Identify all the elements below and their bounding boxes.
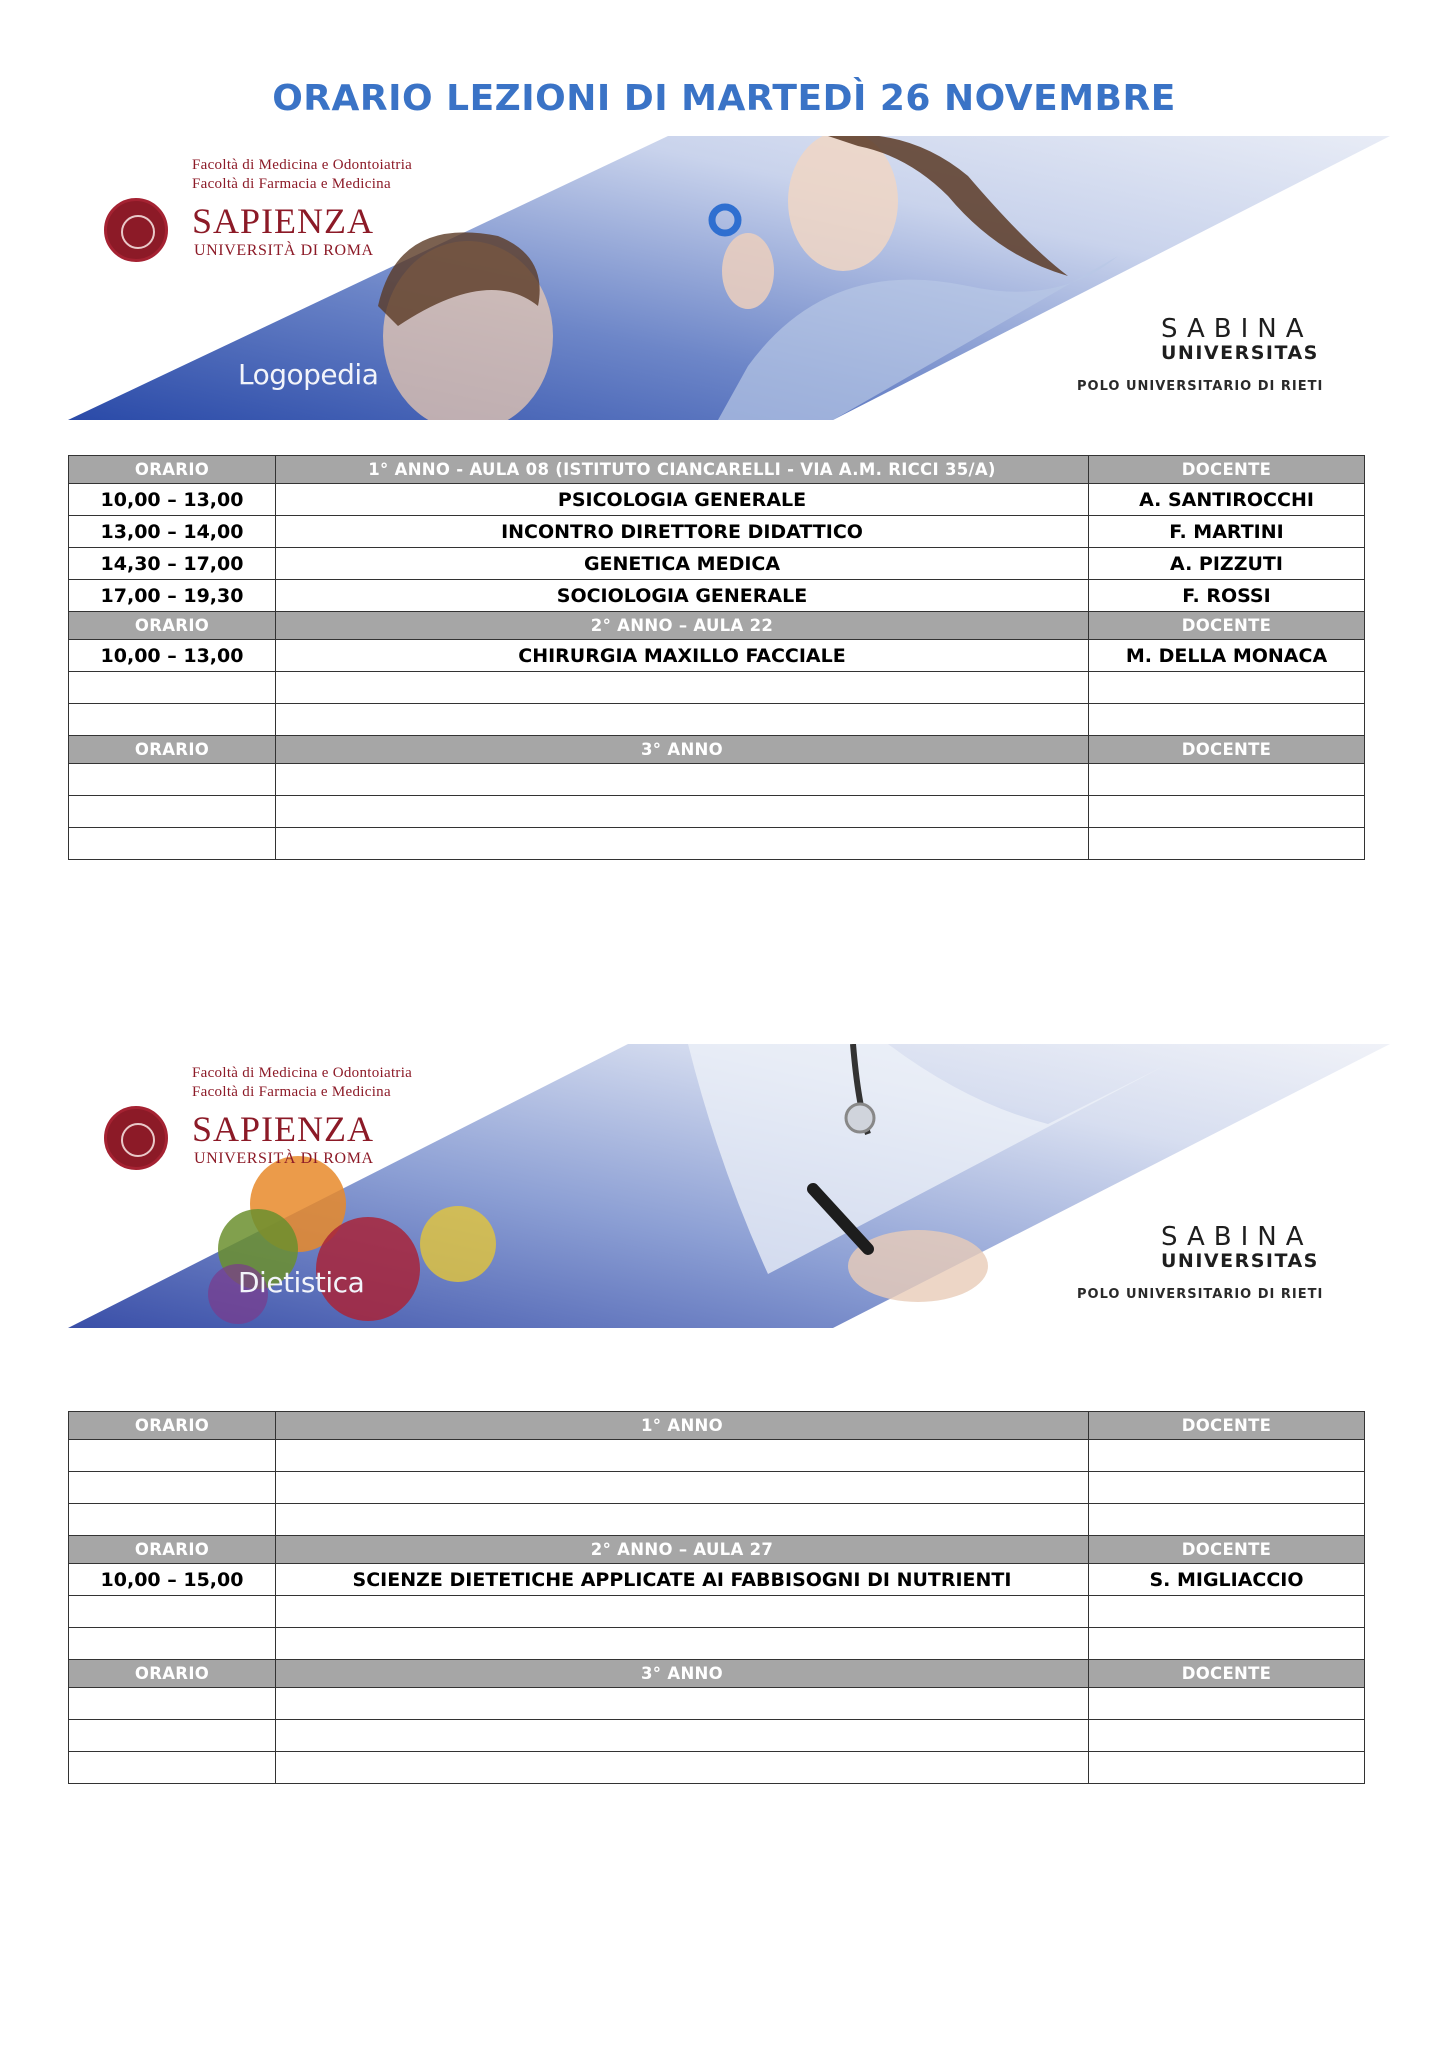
sapienza-logo [86,1052,486,1192]
table-row [69,1688,1365,1720]
cell-time [69,796,276,828]
table-row [69,1564,1365,1596]
table-row [69,548,1365,580]
cell-time: 13,00 – 14,00 [69,516,276,548]
header-year-title: 1° ANNO - AULA 08 (ISTITUTO CIANCARELLI - VIA A.M. RICCI 35/A) [276,456,1089,484]
cell-subject: INCONTRO DIRETTORE DIDATTICO [276,516,1089,548]
header-year-title: 2° ANNO – AULA 22 [276,612,1089,640]
cell-subject [276,1628,1089,1660]
cell-time: 10,00 – 15,00 [69,1564,276,1596]
cell-teacher: F. MARTINI [1089,516,1365,548]
sabina-logo [1073,314,1373,404]
schedule-table-logopedia [68,455,1365,860]
cell-time [69,1688,276,1720]
cell-subject [276,1752,1089,1784]
cell-subject [276,1596,1089,1628]
cell-time [69,1440,276,1472]
cell-teacher [1089,672,1365,704]
cell-teacher [1089,1720,1365,1752]
table-header [69,1536,1365,1564]
cell-time: 17,00 – 19,30 [69,580,276,612]
table-row [69,1472,1365,1504]
cell-teacher: M. DELLA MONACA [1089,640,1365,672]
course-label-logopedia: Logopedia [238,358,379,391]
cell-time [69,1752,276,1784]
table-header [69,1660,1365,1688]
cell-teacher [1089,764,1365,796]
cell-teacher: F. ROSSI [1089,580,1365,612]
cell-subject [276,764,1089,796]
table-row [69,516,1365,548]
cell-subject: SOCIOLOGIA GENERALE [276,580,1089,612]
header-teacher: DOCENTE [1089,612,1365,640]
page-title: ORARIO LEZIONI DI MARTEDÌ 26 NOVEMBRE [272,78,1176,119]
header-time: ORARIO [69,612,276,640]
cell-time: 10,00 – 13,00 [69,640,276,672]
cell-teacher [1089,796,1365,828]
banner-dietistica [68,1044,1390,1328]
cell-teacher [1089,828,1365,860]
table-row [69,1596,1365,1628]
banner-logopedia [68,136,1390,420]
sapienza-seal-icon [104,1106,168,1170]
faculty-line-1: Facoltà di Medicina e Odontoiatria [192,157,413,173]
sabina-name: SABINA [1161,314,1313,344]
header-teacher: DOCENTE [1089,736,1365,764]
header-time: ORARIO [69,1536,276,1564]
table-row [69,764,1365,796]
table-row [69,580,1365,612]
cell-time [69,1596,276,1628]
table-row [69,1752,1365,1784]
cell-time [69,704,276,736]
table-row [69,704,1365,736]
table-row [69,672,1365,704]
cell-time [69,828,276,860]
table-row [69,1720,1365,1752]
header-teacher: DOCENTE [1089,1536,1365,1564]
sabina-universitas: UNIVERSITAS [1161,1250,1319,1272]
table-header [69,612,1365,640]
cell-teacher [1089,1596,1365,1628]
table-row [69,1440,1365,1472]
sapienza-name: SAPIENZA [192,1109,375,1149]
cell-subject [276,1688,1089,1720]
cell-subject [276,1472,1089,1504]
course-label-dietistica: Dietistica [238,1266,365,1299]
header-time: ORARIO [69,456,276,484]
cell-time: 10,00 – 13,00 [69,484,276,516]
table-row [69,484,1365,516]
cell-teacher: A. SANTIROCCHI [1089,484,1365,516]
cell-time [69,1472,276,1504]
table-row [69,796,1365,828]
cell-teacher [1089,1440,1365,1472]
header-time: ORARIO [69,1412,276,1440]
cell-subject: GENETICA MEDICA [276,548,1089,580]
cell-teacher [1089,1504,1365,1536]
faculty-line-2: Facoltà di Farmacia e Medicina [192,1084,391,1100]
cell-teacher: S. MIGLIACCIO [1089,1564,1365,1596]
cell-subject [276,1440,1089,1472]
cell-time [69,672,276,704]
cell-subject [276,1720,1089,1752]
schedule-table-dietistica [68,1411,1365,1784]
sabina-logo [1073,1222,1373,1312]
cell-teacher [1089,1628,1365,1660]
faculty-line-2: Facoltà di Farmacia e Medicina [192,176,391,192]
header-year-title: 2° ANNO – AULA 27 [276,1536,1089,1564]
faculty-line-1: Facoltà di Medicina e Odontoiatria [192,1065,413,1081]
table-header [69,1412,1365,1440]
cell-teacher [1089,1472,1365,1504]
cell-subject [276,796,1089,828]
cell-subject: PSICOLOGIA GENERALE [276,484,1089,516]
header-teacher: DOCENTE [1089,1660,1365,1688]
sapienza-name: SAPIENZA [192,201,375,241]
cell-subject [276,704,1089,736]
header-year-title: 3° ANNO [276,1660,1089,1688]
table-header [69,736,1365,764]
cell-teacher [1089,704,1365,736]
header-year-title: 3° ANNO [276,736,1089,764]
cell-subject [276,1504,1089,1536]
cell-time [69,1720,276,1752]
table-header [69,456,1365,484]
cell-time [69,1504,276,1536]
table-row [69,1504,1365,1536]
cell-teacher [1089,1752,1365,1784]
cell-subject: CHIRURGIA MAXILLO FACCIALE [276,640,1089,672]
sapienza-university: UNIVERSITÀ DI ROMA [194,1150,374,1167]
cell-teacher: A. PIZZUTI [1089,548,1365,580]
sabina-universitas: UNIVERSITAS [1161,342,1319,364]
cell-teacher [1089,1688,1365,1720]
header-teacher: DOCENTE [1089,456,1365,484]
cell-time [69,764,276,796]
sapienza-logo [86,144,486,284]
cell-subject [276,828,1089,860]
table-row [69,640,1365,672]
sapienza-seal-icon [104,198,168,262]
header-time: ORARIO [69,736,276,764]
sabina-polo: POLO UNIVERSITARIO DI RIETI [1077,379,1324,394]
cell-time [69,1628,276,1660]
sabina-name: SABINA [1161,1222,1313,1252]
cell-subject [276,672,1089,704]
cell-time: 14,30 – 17,00 [69,548,276,580]
table-row [69,828,1365,860]
sapienza-university: UNIVERSITÀ DI ROMA [194,242,374,259]
header-time: ORARIO [69,1660,276,1688]
sabina-polo: POLO UNIVERSITARIO DI RIETI [1077,1287,1324,1302]
cell-subject: SCIENZE DIETETICHE APPLICATE AI FABBISOGNI DI NUTRIENTI [276,1564,1089,1596]
header-year-title: 1° ANNO [276,1412,1089,1440]
header-teacher: DOCENTE [1089,1412,1365,1440]
table-row [69,1628,1365,1660]
